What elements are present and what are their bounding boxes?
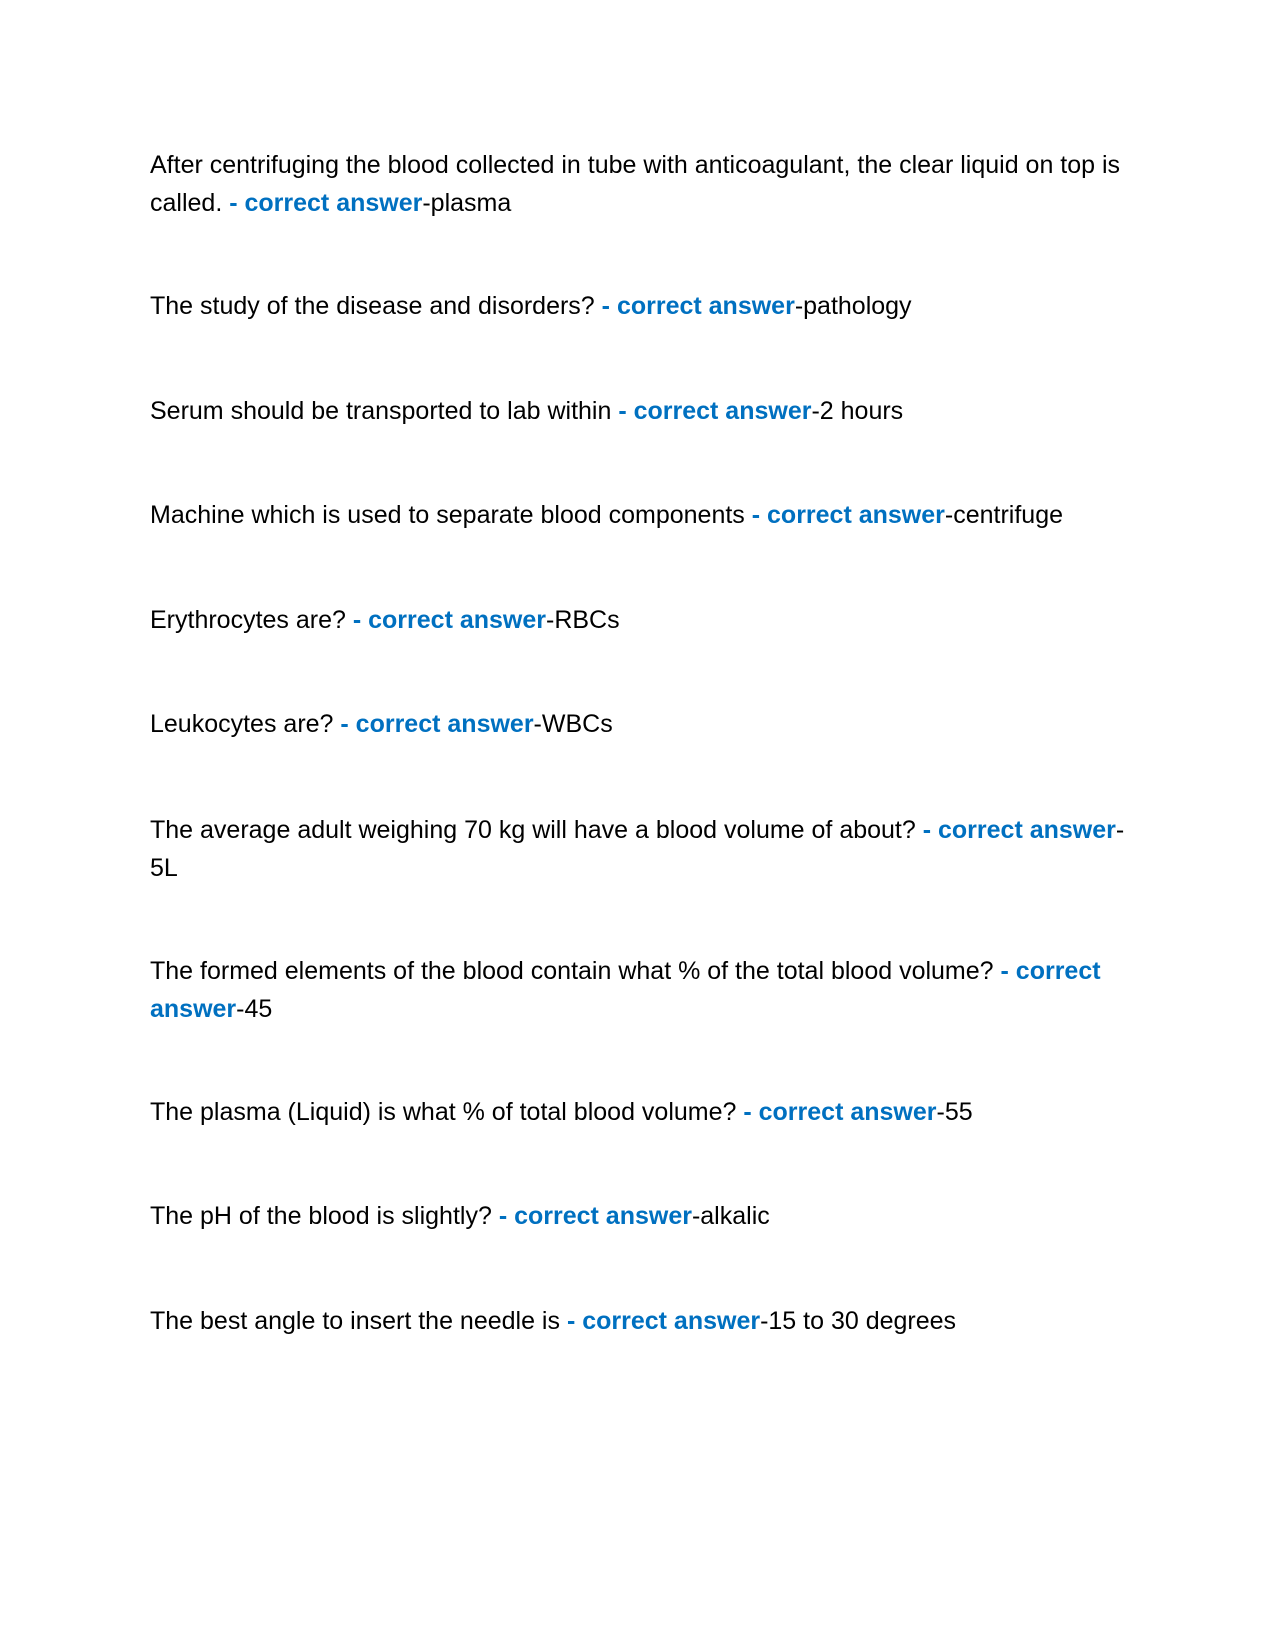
question-text: The plasma (Liquid) is what % of total blood volume? [150, 1098, 744, 1126]
answer-text: -alkalic [691, 1202, 770, 1230]
correct-answer-label: - correct answer [566, 1307, 761, 1335]
qa-item [150, 393, 1135, 431]
question-text: Erythrocytes are? [150, 606, 353, 634]
correct-answer-label: - correct answer [498, 1202, 692, 1230]
answer-text: -plasma [422, 188, 512, 217]
answer-text: -2 hours [811, 397, 904, 425]
qa-item [150, 953, 1135, 1028]
correct-answer-label: - correct answer [352, 606, 546, 634]
question-text: After centrifuging the blood collected in tube with anticoagulant, the clear liquid on top is called. [150, 151, 1121, 217]
answer-text: -45 [236, 994, 273, 1023]
correct-answer-label: - correct answer [743, 1098, 937, 1126]
correct-answer-label: - correct answer [922, 816, 1116, 844]
answer-text: -5L [150, 816, 1125, 882]
correct-answer-label: - correct answer [751, 501, 945, 529]
answer-text: -55 [936, 1098, 973, 1126]
question-text: The average adult weighing 70 kg will have a blood volume of about? [150, 816, 923, 844]
answer-text: -WBCs [533, 710, 613, 738]
question-text: The pH of the blood is slightly? [150, 1202, 499, 1230]
qa-item [150, 706, 1135, 744]
qa-item [150, 1303, 1135, 1341]
answer-text: -15 to 30 degrees [760, 1307, 957, 1335]
question-text: Serum should be transported to lab within [150, 397, 619, 425]
correct-answer-label: - correct answer [340, 710, 534, 738]
question-text: The formed elements of the blood contain what % of the total blood volume? [150, 957, 1001, 985]
qa-item [150, 288, 1135, 326]
answer-text: -centrifuge [944, 501, 1064, 529]
question-text: Machine which is used to separate blood components [150, 501, 752, 529]
qa-item [150, 147, 1135, 222]
correct-answer-label: - correct answer [150, 957, 1101, 1023]
correct-answer-label: - correct answer [601, 292, 795, 320]
question-text: The study of the disease and disorders? [150, 292, 602, 320]
answer-text: -RBCs [546, 606, 620, 634]
qa-item [150, 602, 1135, 640]
qa-item [150, 1094, 1135, 1132]
qa-item [150, 1198, 1135, 1236]
question-text: The best angle to insert the needle is [150, 1307, 567, 1335]
question-text: Leukocytes are? [150, 710, 341, 738]
answer-text: -pathology [794, 292, 912, 320]
correct-answer-label: - correct answer [229, 188, 423, 217]
correct-answer-label: - correct answer [618, 397, 812, 425]
qa-item [150, 812, 1135, 887]
qa-item [150, 497, 1135, 535]
